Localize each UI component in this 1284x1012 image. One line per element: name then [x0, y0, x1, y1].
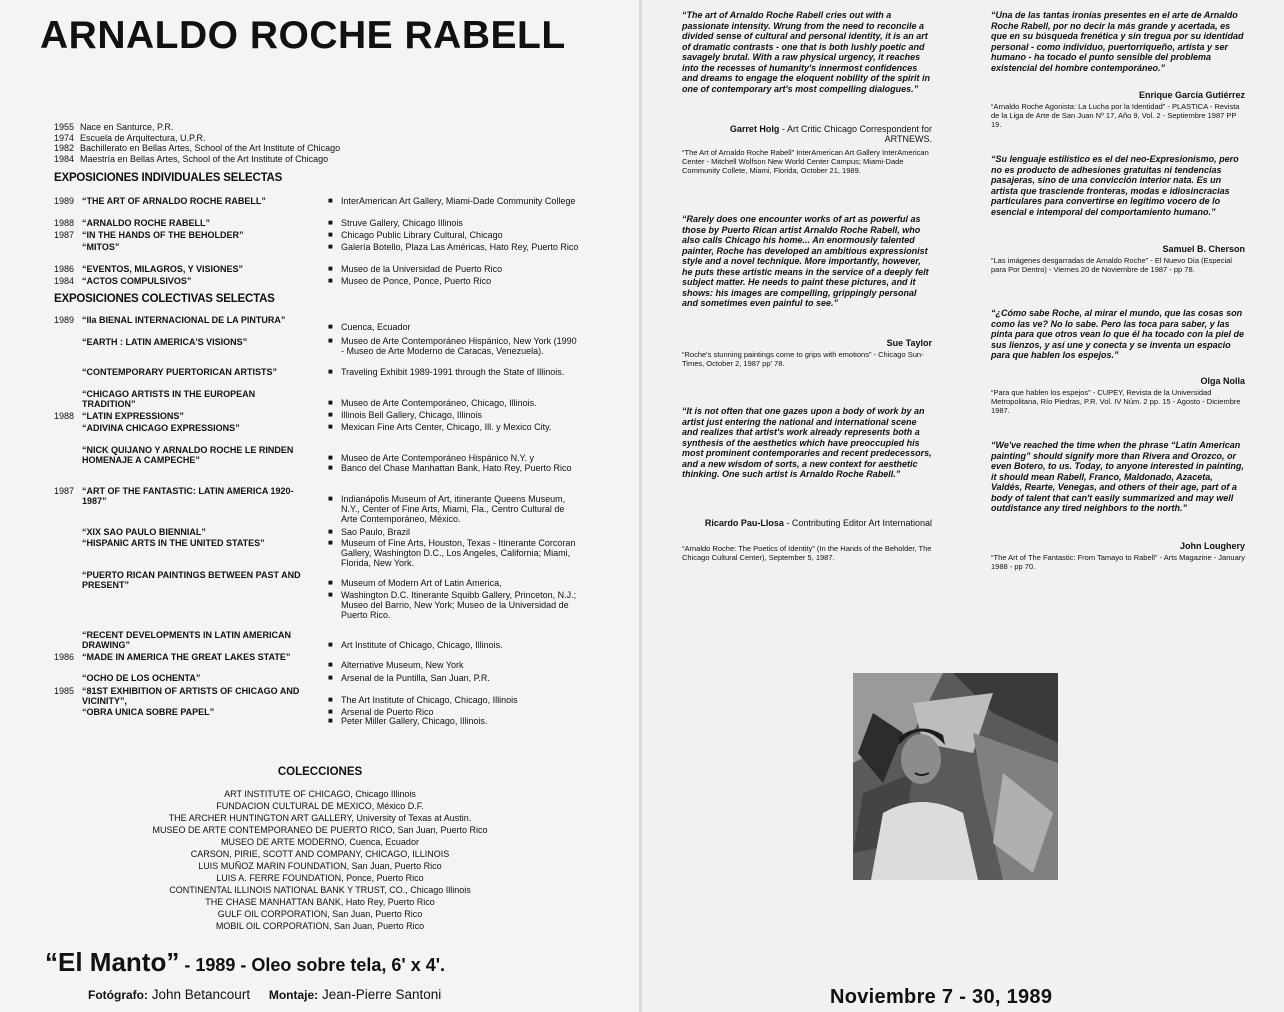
bullet-icon: ■: [328, 590, 333, 599]
exhibition-year: 1987: [54, 230, 75, 240]
venue-text: InterAmerican Art Gallery, Miami-Dade Community College: [341, 196, 576, 206]
venue-text: Peter Miller Gallery, Chicago, Illinois.: [341, 716, 488, 726]
bullet-icon: ■: [328, 578, 333, 587]
photographer-label: Fotógrafo:: [88, 988, 148, 1002]
venue-text: Museum of Modern Art of Latin America,: [341, 578, 502, 588]
bullet-icon: ■: [328, 218, 333, 227]
collections-list: [0, 788, 640, 932]
exhibition-year: 1988: [54, 218, 75, 228]
collections-heading: COLECCIONES: [277, 766, 363, 778]
exhibition-year: 1989: [54, 196, 75, 206]
collection-item: LUIS MUÑOZ MARIN FOUNDATION, San Juan, Puerto Rico: [198, 861, 442, 871]
exhibition-date: Noviembre 7 - 30, 1989: [830, 986, 1053, 1008]
venue-text: Mexican Fine Arts Center, Chicago, Ill. y Mexico City.: [341, 422, 552, 432]
exhibition-title: “EVENTOS, MILAGROS, Y VISIONES”: [82, 264, 244, 274]
venue-text: Galería Botello, Plaza Las Américas, Hato Rey, Puerto Rico: [341, 242, 579, 252]
collection-item: THE ARCHER HUNTINGTON ART GALLERY, University of Texas at Austin.: [168, 813, 472, 823]
collection-item: MUSEO DE ARTE CONTEMPORANEO DE PUERTO RICO, San Juan, Puerto Rico: [152, 825, 488, 835]
collection-item: GULF OIL CORPORATION, San Juan, Puerto Rico: [217, 909, 423, 919]
exhibition-venue: [328, 230, 583, 240]
venue-text: The Art Institute of Chicago, Chicago, Illinois: [341, 695, 518, 705]
artwork-title: “El Manto”: [45, 947, 180, 977]
venue-text: Art Institute of Chicago, Chicago, Illinois.: [341, 640, 503, 650]
bullet-icon: ■: [328, 673, 333, 682]
bio-item: 1955 Nace en Santurce, P.R.: [54, 122, 174, 132]
quote-source: “Las imágenes desgarradas de Arnaldo Roche” - El Nuevo Día (Especial para Por Dentro) - Viernes 20 de Noviembre de 1987 - pp 78.: [991, 256, 1232, 274]
quote-attribution: Sue Taylor: [886, 338, 932, 348]
exhibition-venue: [328, 264, 583, 274]
collection-item: FUNDACION CULTURAL DE MEXICO, México D.F.: [216, 801, 424, 811]
exhibition-title: “OBRA UNICA SOBRE PAPEL”: [82, 707, 215, 717]
venue-text: Museo de la Universidad de Puerto Rico: [341, 264, 503, 274]
exhibition-title: “HISPANIC ARTS IN THE UNITED STATES”: [82, 538, 265, 548]
montage-label: Montaje:: [268, 988, 319, 1002]
venue-text: Museo de Arte Contemporáneo Hispánico, New York (1990 - Museo de Arte Moderno de Caracas, Venezuela).: [341, 336, 577, 356]
quote-source: “Roche's stunning paintings come to grips with emotions” - Chicago Sun-Times, October 2, 1987 pp' 78.: [682, 350, 924, 368]
quote-source: “Arnaldo Roche: The Poetics of Identity” (In the Hands of the Beholder, The Chicago Cultural Center), September 5, 1987.: [682, 544, 932, 562]
quote-attribution: Ricardo Pau-Llosa - Contributing Editor Art International: [704, 518, 932, 528]
exhibition-venue: [328, 673, 583, 683]
quote-attribution: Olga Nolla: [1200, 376, 1245, 386]
collection-item: CONTINENTAL ILLINOIS NATIONAL BANK Y TRUST, CO., Chicago Illinois: [169, 885, 471, 895]
exhibition-year: 1987: [54, 486, 75, 496]
exhibition-title: “EARTH : LATIN AMERICA'S VISIONS”: [82, 337, 248, 347]
bullet-icon: ■: [328, 410, 333, 419]
bullet-icon: ■: [328, 640, 333, 649]
exhibition-year: 1984: [54, 276, 75, 286]
venue-text: Arsenal de la Puntilla, San Juan, P.R.: [341, 673, 490, 683]
bio-item: 1984 Maestría en Bellas Artes, School of the Art Institute of Chicago: [54, 153, 329, 164]
exhibition-venue: [328, 527, 583, 537]
venue-text: Cuenca, Ecuador: [341, 322, 411, 332]
bullet-icon: ■: [328, 230, 333, 239]
exhibition-title: “CHICAGO ARTISTS IN THE EUROPEAN TRADITION”: [82, 389, 256, 409]
exhibition-venue: [328, 453, 583, 463]
exhibition-title: “81ST EXHIBITION OF ARTISTS OF CHICAGO AND VICINITY”,: [82, 686, 300, 706]
exhibition-title: “MITOS”: [82, 242, 120, 252]
exhibition-venue: [328, 590, 583, 620]
collection-item: MUSEO DE ARTE MODERNO, Cuenca, Ecuador: [221, 837, 419, 847]
exhibition-title: “NICK QUIJANO Y ARNALDO ROCHE LE RINDEN HOMENAJE A CAMPECHE”: [82, 445, 294, 465]
bullet-icon: ■: [328, 398, 333, 407]
bullet-icon: ■: [328, 336, 333, 345]
exhibition-title: “RECENT DEVELOPMENTS IN LATIN AMERICAN DRAWING”: [82, 630, 292, 650]
quote-text: “Su lenguaje estilístico es el del neo-Expresionismo, pero no es producto de adhesiones gratuitas ni tendencias pasajeras, sino de una convicción interior nata. Es un artista que trasciende fronteras, modas e idiosincracias particulares para convertirse en legítimo vocero de lo esencial e intemporal del comportamiento humano.”: [991, 154, 1239, 217]
bullet-icon: ■: [328, 695, 333, 704]
exhibition-venue: [328, 422, 583, 432]
exhibition-title: “ACTOS COMPULSIVOS”: [82, 276, 192, 286]
bullet-icon: ■: [328, 196, 333, 205]
exhibition-venue: [328, 367, 583, 377]
collection-item: CARSON, PIRIE, SCOTT AND COMPANY, CHICAGO, ILLINOIS: [190, 849, 450, 859]
montage: Jean-Pierre Santoni: [321, 987, 442, 1002]
bullet-icon: ■: [328, 463, 333, 472]
exhibition-venue: [328, 398, 583, 408]
artwork-details: - 1989 - Oleo sobre tela, 6' x 4'.: [179, 955, 446, 975]
exhibition-title: “ART OF THE FANTASTIC: LATIN AMERICA 1920-1987”: [82, 486, 294, 506]
exhibition-venue: [328, 494, 583, 524]
exhibition-title: “ARNALDO ROCHE RABELL”: [82, 218, 210, 228]
exhibition-year: 1986: [54, 264, 75, 274]
exhibition-venue: [328, 242, 583, 252]
exhibition-title: “XIX SAO PAULO BIENNIAL”: [82, 527, 206, 537]
venue-text: Struve Gallery, Chicago Illinois: [341, 218, 463, 228]
bullet-icon: ■: [328, 242, 333, 251]
exhibition-venue: [328, 716, 583, 726]
quote-attribution: Enrique García Gutiérrez: [1138, 90, 1245, 100]
venue-text: Washington D.C. Itinerante Squibb Gallery, Princeton, N.J.; Museo del Barrio, New York; Museo de la Universidad de Puerto Rico.: [341, 590, 577, 620]
bullet-icon: ■: [328, 538, 333, 547]
exhibition-venue: [328, 695, 583, 705]
bullet-icon: ■: [328, 453, 333, 462]
quote-attribution: Samuel B. Cherson: [1162, 244, 1245, 254]
quote-text: “The art of Arnaldo Roche Rabell cries out with a passionate intensity. Wrung from the need to reconcile a divided sense of cultural and personal identity, it is an art of dramatic contrasts - one that is both lushly poetic and savagely brutal. With a raw physical urgency, it reaches into the recesses of humanity's innermost confidences and dreams to engage the eloquent nobility of the spirit in one of contemporary art's most compelling dialogues.”: [682, 10, 931, 94]
quote-text: “We've reached the time when the phrase “Latin American painting” should signify more than Rivera and Orozco, or even Botero, to us. Today, to anyone interested in painting, it should mean Rabell, Franco, Maldonado, Azaceta, Valdés, Rearte, Venegas, and others of their age, part of a body of talent that can't easily summarized and may well outdistance any tired neighbors to the north.”: [991, 440, 1244, 513]
quote-source: “The Art of The Fantastic: From Tamayo to Rabell” - Arts Magazine - January 1988 - pp 70.: [991, 553, 1245, 571]
collection-item: LUIS A. FERRE FOUNDATION, Ponce, Puerto Rico: [216, 873, 424, 883]
artist-photo: [853, 673, 1058, 880]
exhibition-year: 1985: [54, 686, 75, 696]
exhibition-venue: [328, 578, 583, 588]
quote-text: “Rarely does one encounter works of art as powerful as those by Puerto Rican artist Arnaldo Roche Rabell, who also calls Chicago his home... An enormously talented painter, Roche has developed an ambitious expressionist style and a novel technique. More importantly, however, he puts these artistic means in the service of a deeply felt subject matter. He needs to paint these pictures, and it shows: his images are compelling, grippingly personal and sometimes even painful to see.”: [682, 214, 929, 308]
bullet-icon: ■: [328, 322, 333, 331]
quote-text: “¿Cómo sabe Roche, al mirar el mundo, que las cosas son como las ve? No lo sabe. Pero las toca para saber, y las pinta para que otros vean lo que él ha tocado con la piel de sus lienzos, y así une y conecta y se inventa un espacio para que hablen los espejos.”: [991, 308, 1245, 360]
credits: [88, 987, 441, 1002]
bullet-icon: ■: [328, 264, 333, 273]
venue-text: Alternative Museum, New York: [341, 660, 464, 670]
exhibition-title: “PUERTO RICAN PAINTINGS BETWEEN PAST AND PRESENT”: [82, 570, 301, 590]
exhibition-venue: [328, 463, 583, 473]
exhibition-venue: [328, 322, 583, 332]
venue-text: Banco del Chase Manhattan Bank, Hato Rey, Puerto Rico: [341, 463, 572, 473]
venue-text: Museo de Arte Contemporáneo Hispánico N.Y. y: [341, 453, 534, 463]
venue-text: Museo de Arte Contemporáneo, Chicago, Illinois.: [341, 398, 537, 408]
bio-item: 1974 Escuela de Arquitectura, U.P.R.: [54, 132, 206, 143]
collection-item: MOBIL OIL CORPORATION, San Juan, Puerto Rico: [215, 921, 425, 931]
artist-name: ARNALDO ROCHE RABELL: [40, 14, 566, 57]
exhibition-year: 1989: [54, 315, 75, 325]
quote-attribution: Garret Holg - Art Critic Chicago Correspondent for ARTNEWS.: [729, 124, 932, 144]
collection-item: ART INSTITUTE OF CHICAGO, Chicago Illinois: [224, 789, 416, 799]
exhibition-title: “IIa BIENAL INTERNACIONAL DE LA PINTURA”: [82, 315, 286, 325]
exhibition-venue: [328, 538, 583, 568]
exhibition-year: 1988: [54, 411, 75, 421]
venue-text: Illinois Bell Gallery, Chicago, Illinois: [341, 410, 482, 420]
quote-text: “It is not often that one gazes upon a body of work by an artist just entering the national and international scene and realizes that artist's work already represents both a synthesis of the aesthetics which have preoccupied his most prominent contemporaries and recent predecessors, and a new wisdom of sorts, a new context for aesthetic thinking. One such artist is Arnaldo Roche Rabell.”: [682, 406, 932, 479]
bullet-icon: ■: [328, 660, 333, 669]
photographer: John Betancourt: [151, 987, 251, 1002]
bullet-icon: ■: [328, 276, 333, 285]
bio-list: [54, 122, 340, 164]
solo-heading: EXPOSICIONES INDIVIDUALES SELECTAS: [54, 172, 283, 184]
venue-text: Chicago Public Library Cultural, Chicago: [341, 230, 503, 240]
exhibition-venue: [328, 196, 583, 206]
exhibition-venue: [328, 218, 583, 228]
quote-source: “Para que hablen los espejos” - CUPEY, Revista de la Universidad Metropolitana, Río Piedras, P.R. Vol. IV Núm. 2 pp. 15 - Agosto - Diciembre 1987.: [991, 388, 1241, 415]
left-page: [0, 0, 640, 1012]
quote-source: “Arnaldo Roche Agonista: La Lucha por la Identidad” - PLASTICA - Revista de la Liga de Arte de San Juan Nº 17, Año 9, Vol. 2 - Septiembre 1987 PP 19.: [991, 102, 1240, 129]
exhibition-year: 1986: [54, 652, 75, 662]
venue-text: Indianápolis Museum of Art, itinerante Queens Museum, N.Y., Center of Fine Arts, Miami, Fla., Centro Cultural de Arte Contemporáneo, México.: [341, 494, 566, 524]
bullet-icon: ■: [328, 422, 333, 431]
exhibition-title: “THE ART OF ARNALDO ROCHE RABELL”: [82, 196, 266, 206]
collection-item: THE CHASE MANHATTAN BANK, Hato Rey, Puerto Rico: [205, 897, 435, 907]
bullet-icon: ■: [328, 527, 333, 536]
group-heading: EXPOSICIONES COLECTIVAS SELECTAS: [54, 293, 275, 305]
exhibition-venue: [328, 660, 583, 670]
venue-text: Arsenal de Puerto Rico: [341, 707, 434, 717]
quote-source: “The Art of Arnaldo Roche Rabell” InterAmerican Art Gallery InterAmerican Center - Mitchell Wolfson New World Center Campus; Miami-Dade Community Collete, Miami, Florida, October 21, 1989.: [682, 148, 929, 175]
exhibition-title: “OCHO DE LOS OCHENTA”: [82, 673, 201, 683]
quote-text: “Una de las tantas ironías presentes en el arte de Arnaldo Roche Rabell, por no decir la más grande y acertada, es que en su búsqueda frenética y sin tregua por su identidad personal - como individuo, puertorriqueño, artista y ser humano - ha tocado el punto sensible del problema existencial del hombre contemporáneo.”: [991, 10, 1244, 73]
exhibition-venue: [328, 336, 583, 356]
artist-portrait-image: [853, 673, 1058, 880]
quote-attribution: John Loughery: [1180, 541, 1245, 551]
bio-item: 1982 Bachillerato en Bellas Artes, School of the Art Institute of Chicago: [54, 143, 341, 153]
bullet-icon: ■: [328, 367, 333, 376]
artwork-caption: [45, 947, 445, 978]
exhibition-title: “LATIN EXPRESSIONS”: [82, 411, 184, 421]
exhibition-title: “ADIVINA CHICAGO EXPRESSIONS”: [82, 423, 240, 433]
exhibition-venue: [328, 640, 583, 650]
venue-text: Museum of Fine Arts, Houston, Texas - Itinerante Corcoran Gallery, Washington D.C., Los Angeles, California; Miami, Florida, New York.: [341, 538, 576, 568]
exhibition-venue: [328, 276, 583, 286]
bullet-icon: ■: [328, 494, 333, 503]
bullet-icon: ■: [328, 707, 333, 716]
exhibition-title: “MADE IN AMERICA THE GREAT LAKES STATE”: [82, 652, 291, 662]
exhibition-title: “IN THE HANDS OF THE BEHOLDER”: [82, 230, 244, 240]
exhibition-title: “CONTEMPORARY PUERTORICAN ARTISTS”: [82, 367, 278, 377]
venue-text: Traveling Exhibit 1989-1991 through the State of Illinois.: [341, 367, 565, 377]
venue-text: Sao Paulo, Brazil: [341, 527, 411, 537]
bullet-icon: ■: [328, 716, 333, 725]
exhibition-venue: [328, 410, 583, 420]
venue-text: Museo de Ponce, Ponce, Puerto Rico: [341, 276, 492, 286]
